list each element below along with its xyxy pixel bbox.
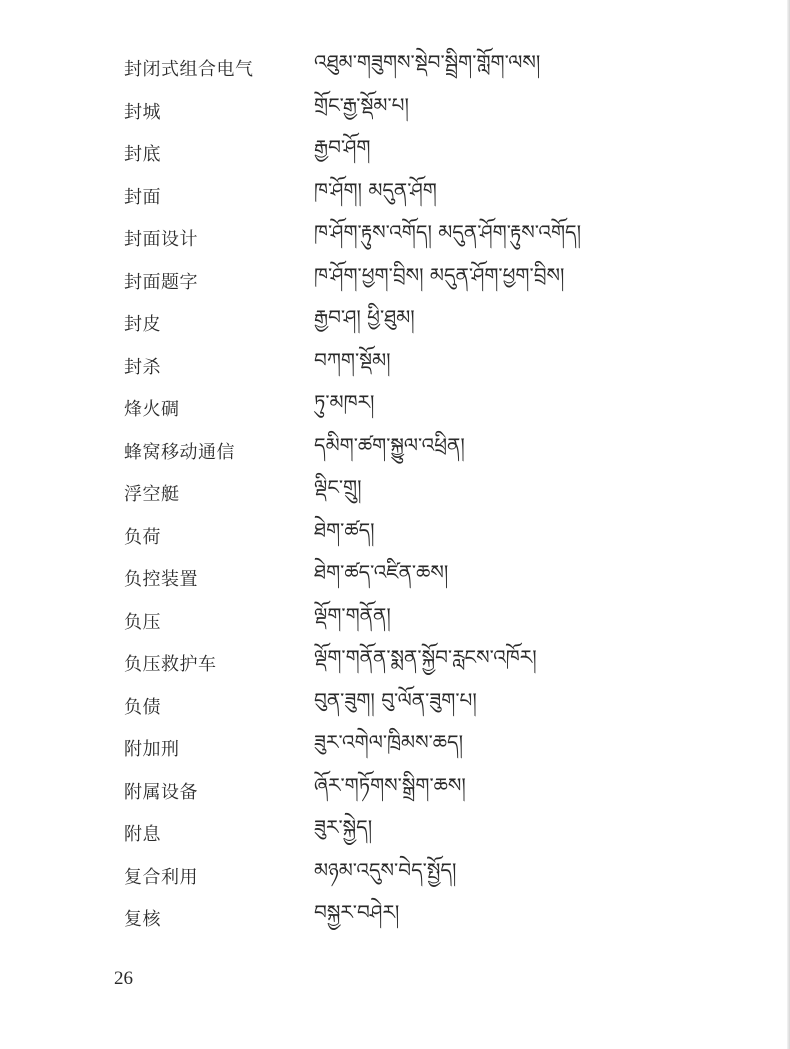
- tibetan-translation: ལྡོག་གནོན།: [314, 602, 391, 627]
- tibetan-translation: ཁ་ཤོག། མདུན་ཤོག: [314, 177, 437, 202]
- chinese-term: 封皮: [124, 314, 161, 336]
- tibetan-translation: གྲོང་རྒྱ་སྡོམ་པ།: [314, 92, 409, 117]
- chinese-term: 负控装置: [124, 569, 198, 591]
- chinese-term: 负债: [124, 696, 161, 718]
- chinese-term: 浮空艇: [124, 484, 180, 506]
- chinese-term: 封闭式组合电气: [124, 59, 254, 81]
- chinese-term: 复合利用: [124, 866, 198, 888]
- chinese-term: 负压: [124, 611, 161, 633]
- tibetan-translation: དམིག་ཚག་སྐྱུལ་འཕྲིན།: [314, 432, 465, 457]
- glossary-entry: [124, 260, 744, 303]
- tibetan-translation: རྒྱབ་ཤ། ཕྱི་ཐུམ།: [314, 305, 415, 330]
- chinese-term: 烽火碉: [124, 399, 180, 421]
- tibetan-translation: ལྡིང་གྲུ།: [314, 475, 362, 500]
- chinese-term: 负荷: [124, 526, 161, 548]
- glossary-entry: [124, 47, 744, 90]
- tibetan-translation: ཁ་ཤོག་རྟུས་འགོད། མདུན་ཤོག་རྟུས་འགོད།: [314, 220, 582, 245]
- tibetan-translation: ཟུར་སྐྱེད།: [314, 815, 373, 840]
- tibetan-translation: ཏུ་མཁར།: [314, 390, 375, 415]
- tibetan-translation: ལྡོག་གནོན་སྨན་སྐྱོབ་རླངས་འཁོར།: [314, 645, 537, 670]
- chinese-term: 封底: [124, 144, 161, 166]
- glossary-entry: [124, 430, 744, 473]
- chinese-term: 附加刑: [124, 739, 180, 761]
- tibetan-translation: ཞོར་གཏོགས་སྒྲིག་ཆས།: [314, 772, 466, 797]
- glossary-entry: [124, 557, 744, 600]
- glossary-entry: [124, 855, 744, 898]
- glossary-list: [124, 47, 744, 940]
- glossary-entry: [124, 345, 744, 388]
- tibetan-translation: འཐུམ་གཟུགས་སྡེབ་སྦྲིག་གློག་ལས།: [314, 50, 541, 75]
- chinese-term: 封城: [124, 101, 161, 123]
- chinese-term: 负压救护车: [124, 654, 217, 676]
- chinese-term: 封杀: [124, 356, 161, 378]
- chinese-term: 封面: [124, 186, 161, 208]
- tibetan-translation: བཀག་སྡོམ།: [314, 347, 391, 372]
- tibetan-translation: ཁ་ཤོག་ཕྱག་བྲིས། མདུན་ཤོག་ཕྱག་བྲིས།: [314, 262, 565, 287]
- chinese-term: 附属设备: [124, 781, 198, 803]
- chinese-term: 封面题字: [124, 271, 198, 293]
- tibetan-translation: ཐེག་ཚད་འཛིན་ཆས།: [314, 560, 449, 585]
- chinese-term: 封面设计: [124, 229, 198, 251]
- tibetan-translation: ཟུར་འགེལ་ཁྲིམས་ཆད།: [314, 730, 464, 755]
- page-number: 26: [114, 968, 133, 989]
- tibetan-translation: རྒྱབ་ཤོག: [314, 135, 371, 160]
- tibetan-translation: བསྐྱར་བཤེར།: [314, 900, 400, 925]
- glossary-entry: [124, 770, 744, 813]
- tibetan-translation: མཉམ་འདུས་བེད་སྤྱོད།: [314, 857, 457, 882]
- tibetan-translation: བུན་ཟུག། བུ་ལོན་ཟུག་པ།: [314, 687, 477, 712]
- chinese-term: 复核: [124, 909, 161, 931]
- chinese-term: 蜂窝移动通信: [124, 441, 235, 463]
- chinese-term: 附息: [124, 824, 161, 846]
- tibetan-translation: ཐེག་ཚད།: [314, 517, 375, 542]
